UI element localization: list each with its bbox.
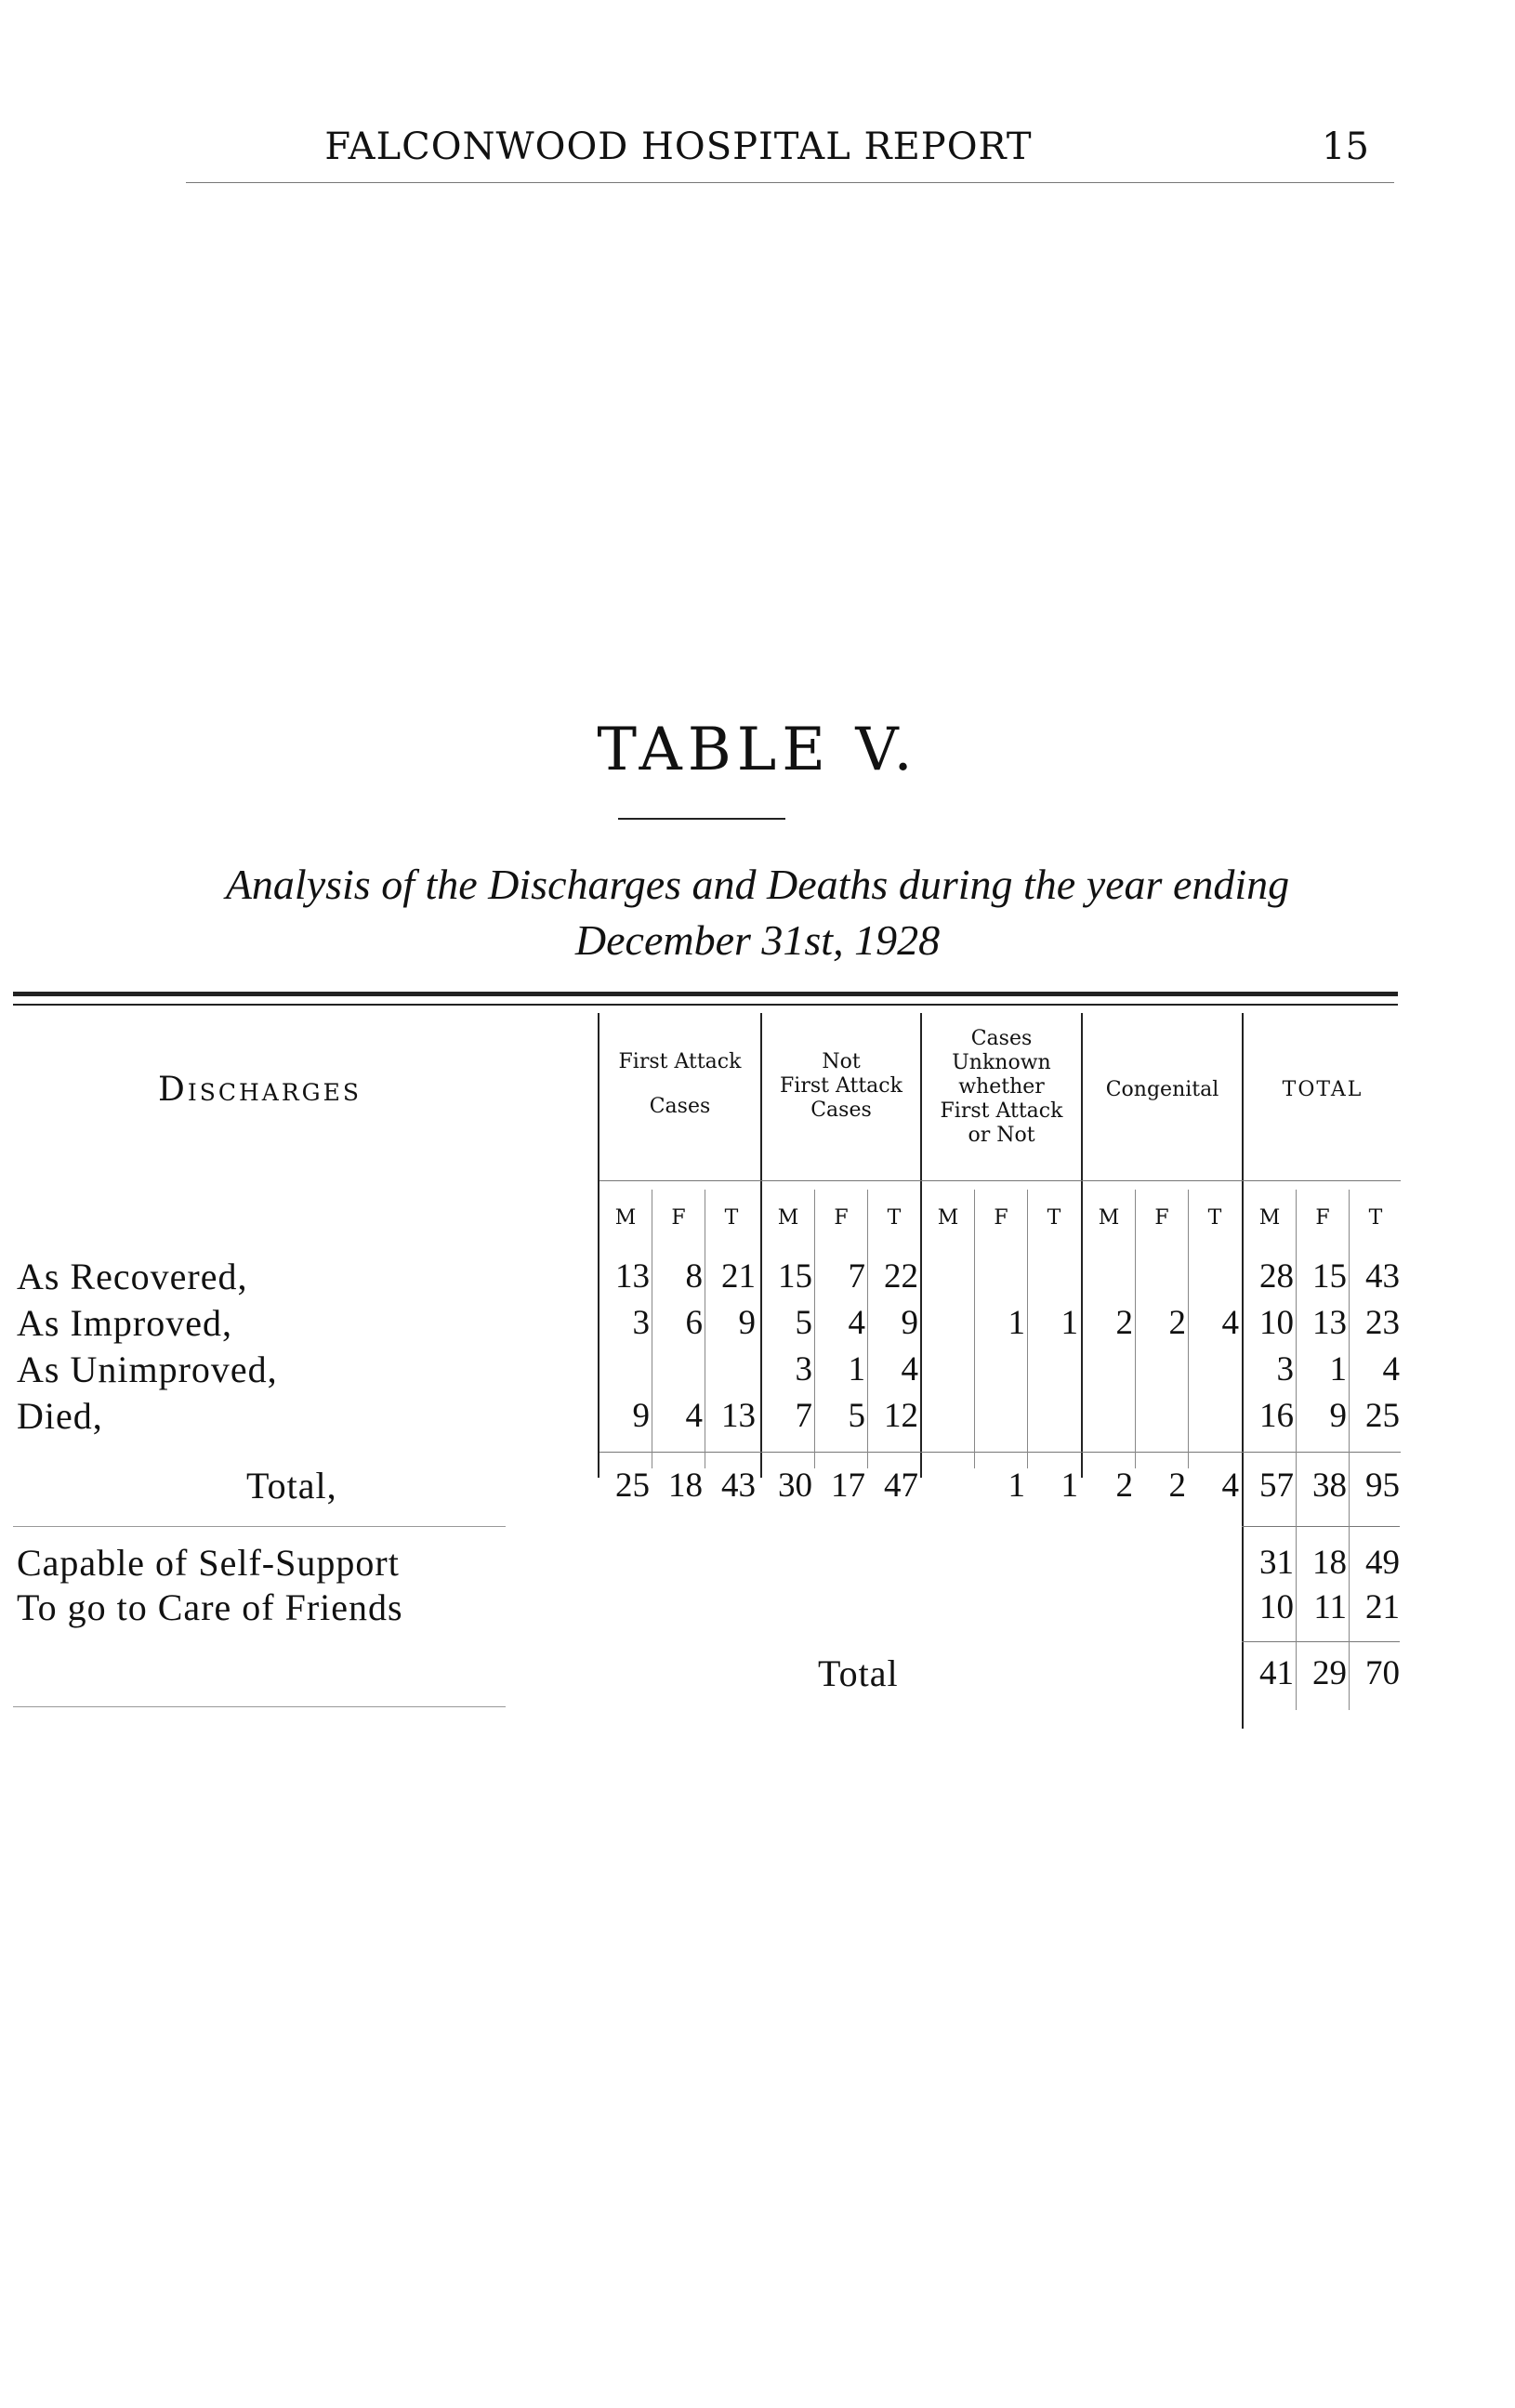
- support-cell: 31: [1259, 1544, 1294, 1582]
- subheader-m: M: [1098, 1206, 1120, 1230]
- total-cell: 95: [1365, 1467, 1400, 1505]
- subheader-t: T: [724, 1206, 739, 1230]
- total-cell: 30: [778, 1467, 812, 1505]
- subheader-f: F: [1315, 1206, 1330, 1230]
- table-cell: 15: [1312, 1257, 1347, 1296]
- page-number: 15: [1322, 125, 1369, 168]
- subheader-m: M: [1258, 1206, 1281, 1230]
- group-header-line: Not: [822, 1050, 861, 1073]
- table-cell: 1: [1008, 1304, 1025, 1342]
- row-label: Died,: [17, 1395, 103, 1437]
- table-cell: 9: [1329, 1397, 1347, 1435]
- total-cell: 47: [884, 1467, 918, 1505]
- subheader-m: M: [777, 1206, 799, 1230]
- table-cell: 3: [1276, 1350, 1294, 1388]
- group-header-unknown: [922, 1027, 1081, 1148]
- group-header-congenital: [1083, 1078, 1242, 1102]
- group-header-line: First Attack: [940, 1099, 1063, 1123]
- total-bottom-rule: [13, 1526, 506, 1527]
- subheader-f: F: [671, 1206, 686, 1230]
- table-top-rule-2: [13, 1004, 1398, 1006]
- table-cell: 21: [721, 1257, 756, 1296]
- support-cell: 49: [1365, 1544, 1400, 1582]
- table-cell: 9: [632, 1397, 650, 1435]
- subheader-rule: [599, 1180, 1401, 1181]
- header-rule: [186, 182, 1394, 183]
- support-top-rule: [1242, 1526, 1400, 1527]
- subheader-m: M: [937, 1206, 959, 1230]
- table-cell: 12: [884, 1397, 918, 1435]
- table-cell: 6: [685, 1304, 703, 1342]
- total-cell: 17: [831, 1467, 865, 1505]
- support-cell: 21: [1365, 1588, 1400, 1626]
- caption-line-1: Analysis of the Discharges and Deaths during the year ending: [225, 861, 1290, 908]
- table-cell: 13: [1312, 1304, 1347, 1342]
- group-header-line: First Attack: [780, 1074, 902, 1098]
- running-title: FALCONWOOD HOSPITAL REPORT: [324, 125, 1033, 168]
- table-cell: 2: [1115, 1304, 1133, 1342]
- table-cell: 43: [1365, 1257, 1400, 1296]
- table-cell: 25: [1365, 1397, 1400, 1435]
- group-header-total: [1244, 1078, 1402, 1102]
- support-total-cell: 41: [1259, 1654, 1294, 1692]
- support-row-label: Capable of Self-Support: [17, 1542, 400, 1584]
- table-cell: 7: [848, 1257, 865, 1296]
- table-title: TABLE V.: [597, 716, 918, 784]
- title-rule: [618, 818, 785, 820]
- table-cell: 4: [848, 1304, 865, 1342]
- group-header-line: Cases: [649, 1095, 711, 1118]
- support-cell: 11: [1313, 1588, 1347, 1626]
- total-cell: 1: [1060, 1467, 1078, 1505]
- total-cell: 57: [1259, 1467, 1294, 1505]
- table-cell: 13: [615, 1257, 650, 1296]
- subheader-t: T: [1368, 1206, 1383, 1230]
- support-total-cell: 29: [1312, 1654, 1347, 1692]
- table-bottom-rule: [13, 1706, 506, 1707]
- total-cell: 25: [615, 1467, 650, 1505]
- table-cell: 1: [1060, 1304, 1078, 1342]
- table-cell: 1: [848, 1350, 865, 1388]
- support-total-rule: [1242, 1641, 1400, 1642]
- row-label: As Unimproved,: [17, 1349, 278, 1390]
- group-header-line: Unknown: [952, 1051, 1051, 1074]
- table-cell: 15: [778, 1257, 812, 1296]
- table-cell: 4: [1221, 1304, 1239, 1342]
- group-header-line: whether: [958, 1075, 1045, 1099]
- support-total-cell: 70: [1365, 1654, 1400, 1692]
- group-header-line: First Attack: [618, 1050, 742, 1073]
- total-cell: 2: [1168, 1467, 1186, 1505]
- table-cell: 4: [1382, 1350, 1400, 1388]
- row-label: As Improved,: [17, 1302, 232, 1344]
- group-header-line: Cases: [810, 1099, 872, 1122]
- stub-header: Discharges: [158, 1071, 362, 1109]
- table-cell: 2: [1168, 1304, 1186, 1342]
- table-cell: 28: [1259, 1257, 1294, 1296]
- group-header-not-first-attack: [762, 1050, 920, 1123]
- subheader-t: T: [1207, 1206, 1222, 1230]
- subheader-m: M: [614, 1206, 637, 1230]
- support-row-label: To go to Care of Friends: [17, 1586, 403, 1628]
- total-top-rule: [599, 1452, 1401, 1453]
- total-cell: 1: [1008, 1467, 1025, 1505]
- total-cell: 18: [668, 1467, 703, 1505]
- table-cell: 9: [901, 1304, 918, 1342]
- group-header-line: or Not: [968, 1124, 1035, 1147]
- table-cell: 1: [1329, 1350, 1347, 1388]
- table-cell: 5: [848, 1397, 865, 1435]
- table-cell: 5: [795, 1304, 812, 1342]
- table-cell: 16: [1259, 1397, 1294, 1435]
- subheader-t: T: [1047, 1206, 1061, 1230]
- total-cell: 4: [1221, 1467, 1239, 1505]
- table-cell: 10: [1259, 1304, 1294, 1342]
- table-cell: 8: [685, 1257, 703, 1296]
- table-cell: 23: [1365, 1304, 1400, 1342]
- total-row-label: Total,: [246, 1465, 337, 1507]
- subheader-f: F: [834, 1206, 849, 1230]
- total-cell: 2: [1115, 1467, 1133, 1505]
- support-cell: 10: [1259, 1588, 1294, 1626]
- group-header-first-attack: [599, 1050, 760, 1119]
- group-header-line: Congenital: [1105, 1078, 1219, 1101]
- group-header-line: TOTAL: [1282, 1078, 1364, 1101]
- table-top-rule: [13, 992, 1398, 996]
- subheader-f: F: [1154, 1206, 1169, 1230]
- subheader-f: F: [994, 1206, 1008, 1230]
- table-cell: 13: [721, 1397, 756, 1435]
- table-cell: 3: [795, 1350, 812, 1388]
- support-cell: 18: [1312, 1544, 1347, 1582]
- table-cell: 22: [884, 1257, 918, 1296]
- row-label: As Recovered,: [17, 1256, 248, 1297]
- caption-line-2: December 31st, 1928: [574, 916, 941, 964]
- table-cell: 3: [632, 1304, 650, 1342]
- table-cell: 4: [685, 1397, 703, 1435]
- table-cell: 9: [738, 1304, 756, 1342]
- table-cell: 4: [901, 1350, 918, 1388]
- total-cell: 38: [1312, 1467, 1347, 1505]
- subheader-t: T: [887, 1206, 902, 1230]
- total-cell: 43: [721, 1467, 756, 1505]
- support-total-label: Total: [818, 1652, 899, 1694]
- group-header-line: Cases: [970, 1027, 1033, 1050]
- table-cell: 7: [795, 1397, 812, 1435]
